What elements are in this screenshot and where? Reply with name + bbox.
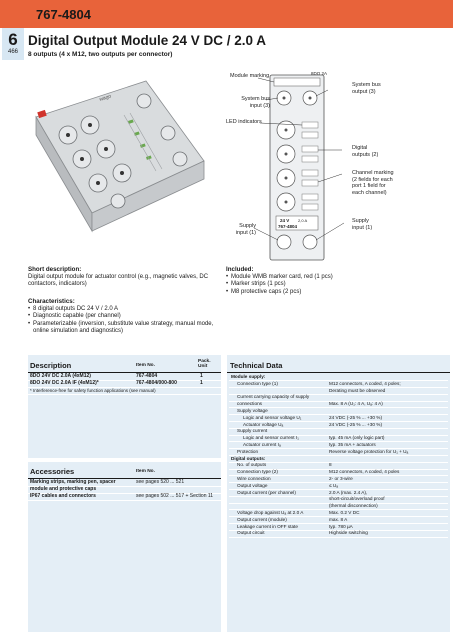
technical-data-header: [227, 357, 450, 373]
short-description-heading: Short description:: [28, 266, 82, 273]
included-item: • Marker strips (1 pcs): [226, 281, 416, 288]
included-section: [226, 266, 416, 296]
technical-data-value: typ. 780 µA: [329, 523, 353, 529]
technical-data-label: Output circuit: [237, 530, 265, 536]
page-number: 466: [7, 49, 18, 55]
label-digital-outputs: Digital outputs (2): [352, 145, 379, 158]
page-subtitle: 8 outputs (4 x M12, two outputs per connector): [28, 51, 173, 58]
short-description-text: Digital output module for actuator control (e.g., magnetic valves, DC contactors, indicators): [28, 274, 209, 288]
label-channel-marking: Channel marking (2 fields for each port 1 field for each channel): [352, 170, 394, 196]
technical-data-value: Max. 0.2 V DC: [329, 510, 360, 515]
technical-data-label: Wire connection: [237, 476, 271, 481]
table-row: module and protective caps: [28, 486, 221, 494]
characteristic-item: • Diagnostic capable (per channel): [28, 313, 218, 320]
chapter-tab: [2, 28, 24, 60]
technical-data-value: typ. 45 mA (only logic part): [329, 435, 385, 441]
technical-data-value: 24 VDC (-25 % ... +30 %): [329, 421, 383, 427]
characteristics-heading: Characteristics:: [28, 298, 75, 305]
technical-data-value: typ. 35 mA + actuators: [329, 442, 376, 447]
characteristic-item: • 8 digital outputs DC 24 V / 2.0 A: [28, 306, 218, 313]
technical-data-value: 2- or 3-wire: [329, 476, 353, 481]
label-supply-input-right: Supply input (1): [352, 218, 373, 231]
technical-data-label: Actuator voltage Uₐ: [243, 421, 284, 427]
technical-data-label: Actuator current Iₐ: [243, 442, 281, 447]
page-title: Digital Output Module 24 V DC / 2.0 A: [28, 33, 267, 48]
technical-data-label: Output voltage: [237, 482, 268, 488]
technical-data-label: Digital outputs:: [231, 455, 266, 461]
description-table-header: [28, 357, 221, 373]
technical-data-value: 2.0 A (max. 2.4 A),: [329, 489, 368, 495]
technical-data-label: Current carrying capacity of supply: [237, 394, 310, 400]
technical-data-value: Highside switching: [329, 530, 368, 536]
technical-data-value: M12 connectors, A coded, 4 poles: [329, 469, 400, 475]
included-item: • Module WMB marker card, red (1 pcs): [226, 274, 416, 281]
description-col-pack: Pack. Unit: [198, 359, 211, 369]
technical-data-value: Derating must be observed: [329, 387, 386, 393]
technical-data-value: short-circuit/overload proof: [329, 496, 385, 502]
technical-data-label: Connection type (1): [237, 380, 278, 386]
technical-data-label: Output current (per channel): [237, 489, 296, 495]
technical-data-label: Connection type (2): [237, 469, 278, 475]
technical-data-value: 8: [329, 462, 332, 468]
technical-data-label: Protection: [237, 448, 259, 454]
characteristic-item: • Parameterizable (inversion, substitute value strategy, manual mode, online simulation and diagnostics): [28, 321, 218, 335]
diagram-voltage: 24 V: [280, 218, 290, 223]
included-item: • M8 protective caps (2 pcs): [226, 289, 416, 296]
technical-data-row: [229, 530, 448, 537]
header-bar: [0, 0, 453, 28]
characteristics: [28, 298, 218, 335]
technical-data-value: (thermal disconnection): [329, 503, 378, 509]
product-photo: [28, 75, 208, 255]
technical-data-title: Technical Data: [230, 361, 283, 370]
technical-data-label: Leakage current in OFF state: [237, 523, 298, 529]
technical-data-label: connections: [237, 401, 263, 407]
table-row: 8DO 24V DC 2.0A (4xM12) 767-4804 1: [28, 373, 221, 381]
label-system-bus-output: System bus output (3): [352, 82, 381, 95]
accessories-col-item: Item No.: [136, 469, 155, 474]
description-title: Description: [30, 361, 72, 370]
photo-brand-label: wago: [98, 93, 112, 103]
technical-data-value: M12 connectors, A coded, 4 poles;: [329, 380, 401, 386]
technical-data-value: ≤ Uₐ: [329, 482, 339, 488]
technical-data-value: 24 VDC (-25 % ... +30 %): [329, 414, 383, 420]
chapter-number: 6: [8, 30, 18, 49]
table-row: 8DO 24V DC 2.0A IF (4xM12)* 767-4804/000-800 1: [28, 380, 221, 388]
description-col-item: Item No.: [136, 363, 155, 368]
label-system-bus-input: System bus input (3): [241, 96, 270, 109]
included-heading: Included:: [226, 266, 254, 273]
technical-data-label: Module supply:: [231, 374, 266, 379]
technical-data-label: Supply current: [237, 428, 268, 434]
technical-data-label: Voltage drop against Uₐ at 2.0 A: [237, 510, 304, 515]
technical-data-value: max. 8 A: [329, 516, 348, 522]
technical-data-label: Logic and sensor current I₁: [243, 435, 299, 441]
label-supply-input-left: Supply input (1): [235, 223, 256, 236]
diagram-module-name: 8DO 2A: [311, 71, 328, 76]
technical-data-label: No. of outputs: [237, 462, 267, 468]
table-row: Marking strips, marking pen, spacer see pages 520 ... 521: [28, 479, 221, 487]
technical-data-label: Output current (module): [237, 516, 287, 522]
item-number: 767-4804: [36, 7, 91, 22]
short-description: [28, 266, 218, 289]
label-module-marking: Module marking: [230, 73, 270, 79]
technical-data-label: Logic and sensor voltage U₁: [243, 414, 302, 420]
diagram-module-code: 767-4804: [278, 224, 298, 229]
accessories-title: Accessories: [30, 467, 75, 476]
technical-data-value: Max. 8 A (U₁: 4 A, Uₐ: 4 A): [329, 401, 383, 407]
table-row: IP67 cables and connectors see pages 502 ... 517 + Section 11: [28, 493, 221, 501]
accessories-table-header: [28, 463, 221, 479]
technical-data-value: Reverse voltage protection for U₁ + Uₐ: [329, 448, 409, 454]
label-led-indicators: LED indicators: [226, 119, 262, 125]
table-row: * Interference-free for safety function applications (see manual): [28, 387, 221, 395]
technical-data-label: Supply voltage: [237, 408, 268, 413]
diagram-current: 2,0 A: [298, 218, 308, 223]
